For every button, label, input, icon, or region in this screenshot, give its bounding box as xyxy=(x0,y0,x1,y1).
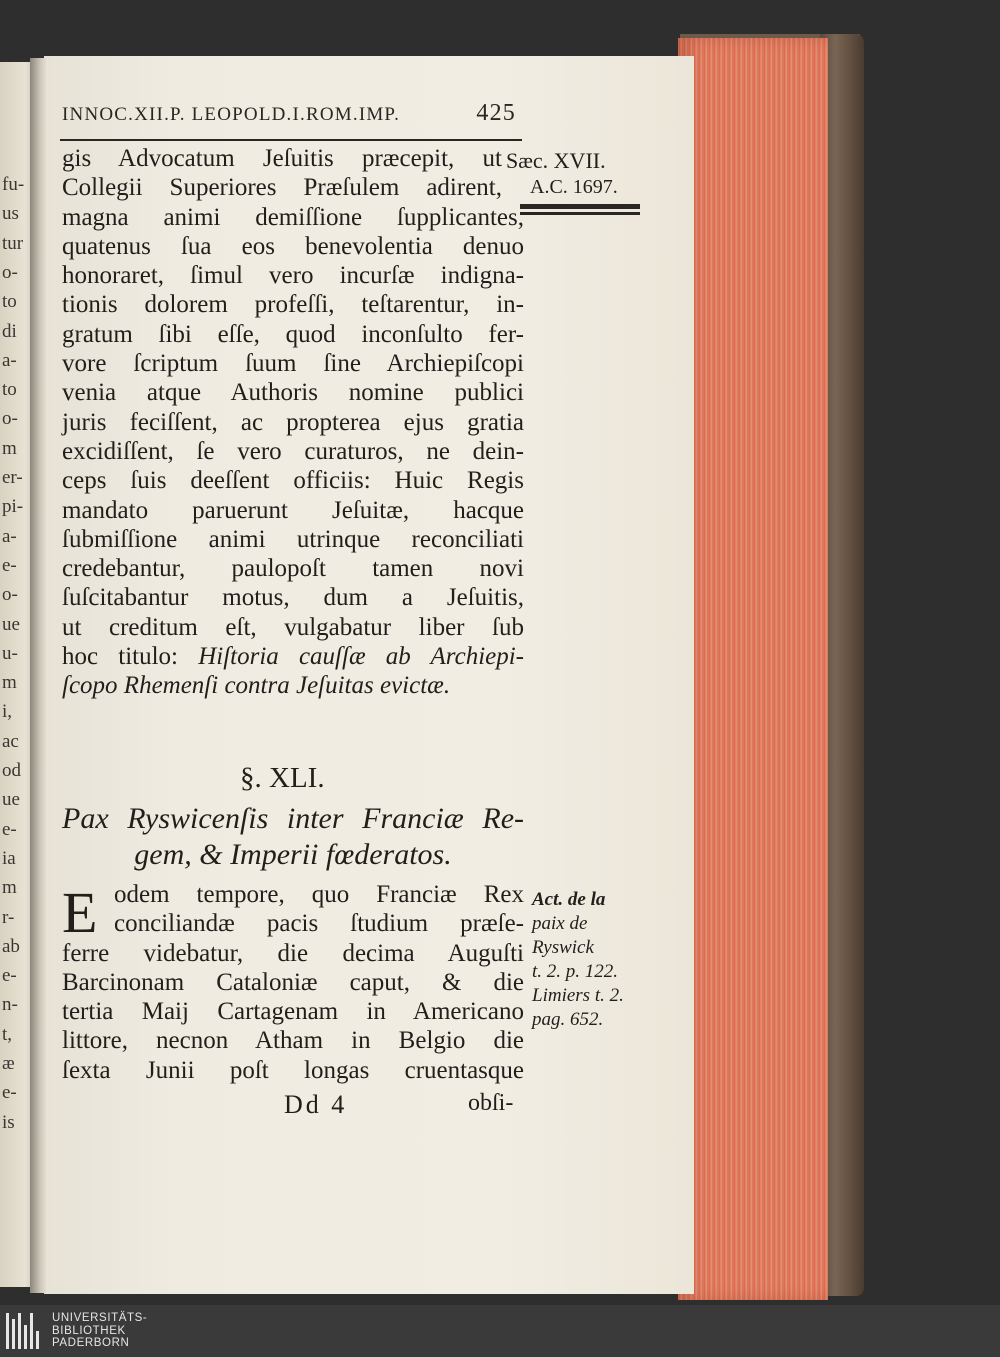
paragraph-1 xyxy=(62,144,524,701)
left-page-fragment: o- xyxy=(2,584,18,606)
text-line: ferre videbatur, die decima Auguſti xyxy=(62,939,524,967)
left-page-fragment: ac xyxy=(2,730,19,752)
text-line: honoraret, ſimul vero incurſæ indigna- xyxy=(62,262,524,290)
text-line: ſuſcitabantur motus, dum a Jeſuitis, xyxy=(62,584,524,612)
running-head-title: INNOC.XII.P. LEOPOLD.I.ROM.IMP. xyxy=(62,104,401,125)
left-page-fragment: fu- xyxy=(2,174,25,195)
page-number: 425 xyxy=(476,100,516,126)
catchword: obſi- xyxy=(468,1090,514,1116)
library-name-line: UNIVERSITÄTS- xyxy=(52,1312,148,1324)
text-line: mandato paruerunt Jeſuitæ, hacque xyxy=(62,496,524,524)
section-title-line-2: gem, & Imperii fœderatos. xyxy=(134,838,452,871)
left-page-fragment: ab xyxy=(2,935,20,957)
margin-rule-thick xyxy=(520,204,640,209)
text-line: excidiſſent, ſe vero curaturos, ne dein- xyxy=(62,437,524,465)
section-number: §. XLI. xyxy=(240,762,325,794)
left-page-fragment: m xyxy=(2,437,17,459)
drop-capital: E xyxy=(62,880,98,945)
text-line: tionis dolorem profeſſi, teſtarentur, in- xyxy=(62,291,524,319)
text-line: juris feciſſent, ac propterea ejus gratia xyxy=(62,408,524,436)
left-page-fragment: is xyxy=(2,1111,15,1133)
margin-reference: Limiers t. 2. xyxy=(532,985,624,1006)
text-line: Collegii Superiores Præſulem adirent, xyxy=(62,174,502,202)
text-line: venia atque Authoris nomine publici xyxy=(62,379,524,407)
footer-bar xyxy=(0,1305,1000,1357)
left-page-fragment: i, xyxy=(2,701,13,723)
section-title-line-1: Pax Ryswicenſis inter Franciæ Re- xyxy=(62,802,524,835)
margin-reference: Ryswick xyxy=(532,937,594,958)
margin-reference: Act. de la xyxy=(532,889,606,910)
text-line-last: ſcopo Rhemenſi contra Jeſuitas evictæ. xyxy=(62,672,451,700)
left-page-fragment: di xyxy=(2,320,17,342)
left-page-fragment: e- xyxy=(2,554,17,576)
book-title-italic: Hiſtoria cauſſæ ab Archiepi- xyxy=(198,643,525,671)
library-name xyxy=(52,1312,147,1350)
library-name-line: BIBLIOTHEK xyxy=(52,1324,126,1337)
left-page-fragment: to xyxy=(2,291,17,313)
left-page-fragment: to xyxy=(2,379,17,401)
left-page-fragment: a- xyxy=(2,525,17,547)
text-line: tertia Maij Cartagenam in Americano xyxy=(62,998,524,1026)
left-page-fragment: us xyxy=(2,203,19,225)
text-line: odem tempore, quo Franciæ Rex xyxy=(114,881,524,908)
text-line: conciliandæ pacis ſtudium præſe- xyxy=(114,910,524,938)
left-page-fragment: od xyxy=(2,760,21,781)
text-line: magna animi demiſſione ſupplicantes, xyxy=(62,203,524,231)
gutter-shadow xyxy=(30,58,48,1293)
left-page-fragment: a- xyxy=(2,349,17,371)
left-page-fragment: er- xyxy=(2,467,23,488)
left-page-fragment: e- xyxy=(2,965,17,987)
margin-reference: pag. 652. xyxy=(532,1009,604,1030)
margin-saeculum: Sæc. XVII. xyxy=(506,148,606,173)
text-line: credebantur, paulopoſt tamen novi xyxy=(62,555,524,583)
margin-reference: t. 2. p. 122. xyxy=(532,961,619,982)
left-page-fragment: e- xyxy=(2,1082,17,1104)
head-rule xyxy=(60,139,522,141)
text-line: ceps ſuis deeſſent officiis: Huic Regis xyxy=(62,467,524,495)
left-page-fragment: ue xyxy=(2,789,20,811)
text-line: littore, necnon Atham in Belgio die xyxy=(62,1027,524,1055)
text-line: quatenus ſua eos benevolentia denuo xyxy=(62,232,524,260)
left-page-fragment: o- xyxy=(2,408,18,430)
fore-edge xyxy=(678,38,828,1300)
left-page-fragment: ia xyxy=(2,847,16,869)
text-line: gratum ſibi eſſe, quod inconſulto fer- xyxy=(62,320,524,348)
text-line: vore ſcriptum ſuum ſine Archiepiſcopi xyxy=(62,350,524,378)
margin-rule-thin xyxy=(520,212,640,215)
left-page-fragment: u- xyxy=(2,642,18,664)
title-prefix: hoc titulo: xyxy=(62,643,199,671)
text-line: ſexta Junii poſt longas cruentasque xyxy=(62,1056,524,1084)
running-head xyxy=(62,100,522,126)
left-page-fragment: ue xyxy=(2,613,20,635)
signature-mark: Dd 4 xyxy=(284,1090,348,1119)
text-line: ut creditum eſt, vulgabatur liber ſub xyxy=(62,613,524,641)
left-page-fragment: m xyxy=(2,672,17,694)
left-page-fragment: m xyxy=(2,877,17,899)
left-page-fragment: r- xyxy=(2,906,15,928)
left-page-fragment: æ xyxy=(2,1053,15,1074)
text-line: ſubmiſſione animi utrinque reconciliati xyxy=(62,525,524,553)
left-page-fragment: e- xyxy=(2,818,17,840)
text-line-title xyxy=(62,642,524,671)
text-line: gis Advocatum Jeſuitis præcepit, ut xyxy=(62,145,502,172)
margin-references xyxy=(532,888,624,1032)
left-page-fragment: n- xyxy=(2,994,18,1016)
library-logo-icon xyxy=(6,1313,42,1349)
margin-reference: paix de xyxy=(532,913,588,934)
text-line: Barcinonam Cataloniæ caput, & die xyxy=(62,968,524,996)
left-page-fragment: t, xyxy=(2,1023,13,1045)
left-page-fragment: tur xyxy=(2,232,24,254)
library-name-line: PADERBORN xyxy=(52,1337,130,1349)
margin-year: A.C. 1697. xyxy=(530,176,618,198)
left-page-fragment: o- xyxy=(2,261,18,283)
left-page-fragment: pi- xyxy=(2,496,24,518)
paragraph-2 xyxy=(62,880,524,1085)
